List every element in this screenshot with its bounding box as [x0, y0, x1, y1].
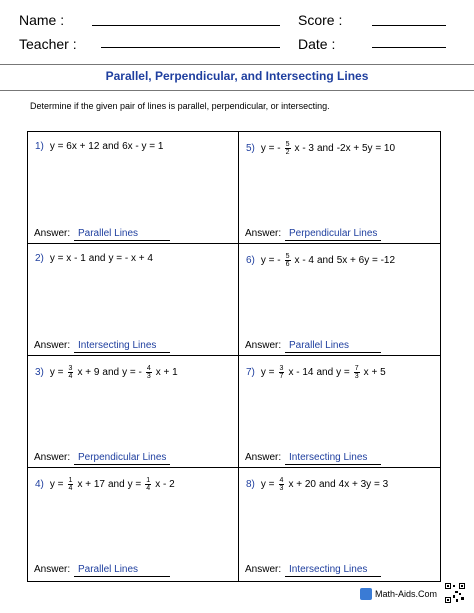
answer-label: Answer:	[245, 452, 282, 463]
equation-2: y = - x + 4	[108, 253, 153, 264]
problem-statement	[246, 253, 395, 268]
header-divider	[0, 64, 474, 65]
answer-value: Intersecting Lines	[78, 340, 157, 351]
problem-statement	[35, 365, 178, 380]
brand	[360, 588, 437, 600]
fraction	[285, 141, 291, 156]
denominator: 2	[285, 149, 290, 156]
answer-field[interactable]	[285, 464, 381, 465]
numerator: 4	[146, 365, 151, 372]
problem-cell-3	[28, 356, 234, 468]
teacher-label: Teacher :	[19, 36, 77, 52]
joiner: and	[317, 255, 334, 266]
equation-2-suffix: x + 1	[155, 367, 178, 378]
problem-grid	[27, 131, 441, 582]
problem-statement	[246, 141, 395, 156]
fraction	[285, 253, 291, 268]
answer-value: Perpendicular Lines	[289, 228, 378, 239]
problem-number: 1)	[35, 141, 44, 152]
brand-text: Math-Aids.Com	[375, 589, 438, 599]
answer-field[interactable]	[74, 240, 170, 241]
answer-value: Intersecting Lines	[289, 564, 368, 575]
numerator: 1	[68, 477, 73, 484]
denominator: 6	[285, 261, 290, 268]
problem-statement	[246, 365, 386, 380]
joiner: and	[102, 141, 120, 152]
denominator: 7	[279, 373, 284, 380]
numerator: 7	[354, 365, 359, 372]
fraction	[354, 365, 360, 380]
score-label: Score :	[298, 12, 343, 28]
equation-1-prefix: y = -	[260, 255, 281, 266]
answer-value: Parallel Lines	[78, 564, 139, 575]
numerator: 1	[146, 477, 151, 484]
date-field[interactable]	[372, 47, 446, 48]
numerator: 4	[279, 477, 284, 484]
equation-1-suffix: x - 14	[288, 367, 314, 378]
fraction	[279, 477, 285, 492]
problem-statement	[35, 253, 153, 264]
answer-field[interactable]	[285, 576, 381, 577]
answer-label: Answer:	[245, 340, 282, 351]
problem-number: 8)	[246, 479, 255, 490]
numerator: 5	[285, 141, 290, 148]
denominator: 3	[146, 373, 151, 380]
answer-field[interactable]	[74, 576, 170, 577]
answer-label: Answer:	[245, 228, 282, 239]
equation-2: 4x + 3y = 3	[338, 479, 389, 490]
equation-2: 5x + 6y = -12	[336, 255, 396, 266]
answer-value: Parallel Lines	[78, 228, 139, 239]
equation-1-prefix: y = -	[260, 143, 281, 154]
denominator: 4	[146, 485, 151, 492]
denominator: 3	[279, 485, 284, 492]
joiner: and	[318, 479, 336, 490]
answer-label: Answer:	[245, 564, 282, 575]
problem-cell-5	[239, 132, 445, 244]
denominator: 4	[68, 373, 73, 380]
answer-label: Answer:	[34, 228, 71, 239]
teacher-field[interactable]	[101, 47, 280, 48]
denominator: 4	[68, 485, 73, 492]
equation-1-suffix: x - 3	[294, 143, 314, 154]
answer-value: Intersecting Lines	[289, 452, 368, 463]
joiner: and	[107, 479, 125, 490]
fraction	[279, 365, 285, 380]
equation-1: y = 6x + 12	[49, 141, 100, 152]
problem-cell-2	[28, 244, 234, 356]
equation-2-prefix: y =	[336, 367, 350, 378]
problem-number: 4)	[35, 479, 44, 490]
problem-cell-8	[239, 468, 445, 580]
denominator: 3	[354, 373, 359, 380]
answer-label: Answer:	[34, 564, 71, 575]
date-label: Date :	[298, 36, 336, 52]
instructions: Determine if the given pair of lines is parallel, perpendicular, or intersecting.	[30, 101, 330, 111]
equation-2: 6x - y = 1	[122, 141, 164, 152]
worksheet-title: Parallel, Perpendicular, and Intersecting Lines	[105, 69, 369, 83]
answer-field[interactable]	[74, 352, 170, 353]
title-divider	[0, 90, 474, 91]
equation-2-suffix: x + 5	[363, 367, 386, 378]
problem-number: 7)	[246, 367, 255, 378]
joiner: and	[316, 367, 334, 378]
problem-number: 5)	[246, 143, 255, 154]
equation-1-prefix: y =	[49, 367, 64, 378]
problem-cell-6	[239, 244, 445, 356]
equation-1-suffix: x - 4	[294, 255, 314, 266]
equation-1-prefix: y =	[260, 479, 275, 490]
joiner: and	[317, 143, 334, 154]
score-field[interactable]	[372, 25, 446, 26]
equation-1-prefix: y =	[49, 479, 64, 490]
numerator: 5	[285, 253, 290, 260]
problem-statement	[246, 477, 388, 492]
answer-label: Answer:	[34, 452, 71, 463]
problem-number: 3)	[35, 367, 44, 378]
answer-value: Perpendicular Lines	[78, 452, 167, 463]
joiner: and	[102, 367, 120, 378]
equation-2: -2x + 5y = 10	[336, 143, 396, 154]
numerator: 3	[279, 365, 284, 372]
fraction	[146, 365, 152, 380]
fraction	[68, 365, 74, 380]
problem-number: 2)	[35, 253, 44, 264]
equation-1-suffix: x + 17	[77, 479, 105, 490]
qr-code-icon	[445, 583, 465, 603]
answer-field[interactable]	[285, 352, 381, 353]
numerator: 3	[68, 365, 73, 372]
equation-1-prefix: y =	[260, 367, 275, 378]
equation-2-prefix: y =	[127, 479, 142, 490]
answer-field[interactable]	[285, 240, 381, 241]
equation-1-suffix: x + 20	[288, 479, 316, 490]
name-label: Name :	[19, 12, 65, 28]
equation-2-suffix: x - 2	[155, 479, 175, 490]
equation-1: y = x - 1	[49, 253, 86, 264]
joiner: and	[88, 253, 106, 264]
name-field[interactable]	[92, 25, 280, 26]
answer-label: Answer:	[34, 340, 71, 351]
equation-2-prefix: y = -	[122, 367, 142, 378]
fraction	[68, 477, 74, 492]
answer-value: Parallel Lines	[289, 340, 350, 351]
problem-cell-1	[28, 132, 234, 244]
problem-number: 6)	[246, 255, 255, 266]
problem-statement	[35, 477, 175, 492]
fraction	[145, 477, 151, 492]
problem-cell-7	[239, 356, 445, 468]
answer-field[interactable]	[74, 464, 170, 465]
equation-1-suffix: x + 9	[77, 367, 100, 378]
problem-cell-4	[28, 468, 234, 580]
math-aids-logo-icon	[360, 588, 372, 600]
problem-statement	[35, 141, 163, 152]
